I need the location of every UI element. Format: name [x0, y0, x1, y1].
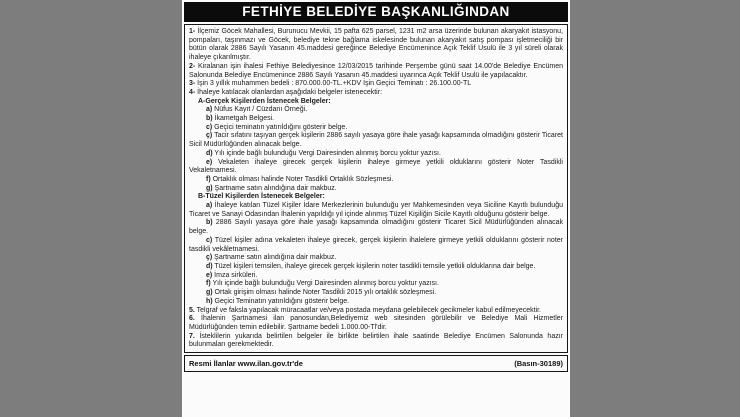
section-a-heading: A-Gerçek Kişilerden İstenecek Belgeler: [198, 97, 331, 105]
section-a-item-e: e) Vekaleten ihaleye girecek gerçek kişilerin ihaleye girmeye yetkili olduklarını gösterir Noter Tasdikli Vekaletnamesi. [189, 158, 563, 175]
section-b-item-e: e) İmza sirküleri. [206, 271, 258, 279]
press-number: (Basın-30189) [514, 359, 563, 369]
clause-6: 6. İhalenin Şartnamesi ilan panosundan,Belediyemiz web sitesinden görülebilir ve Belediye Mali Hizmetler Müdürlüğünden temin edilebilir. Şartname bedeli 1.000.00-Tl'dir. [189, 315, 563, 331]
section-a-item-f: f) Ortaklık olması halinde Noter Tasdikli Ortaklık Sözleşmesi. [206, 175, 394, 183]
announcement-footer [184, 355, 568, 372]
section-b-item-b: b) 2886 Sayılı yasaya göre ihale yasağı kapsamında olmadığını gösterir Ticaret Sicil Müdürlüğünden alınacak belge. [189, 219, 563, 236]
announcement-title: FETHİYE BELEDİYE BAŞKANLIĞINDAN [184, 2, 568, 22]
announcement-page [182, 0, 570, 417]
section-b-item-cc: ç) Şartname satın alındığına dair makbuz. [206, 254, 337, 262]
clause-2: 2- Kiralanan işin ihalesi Fethiye Belediyesince 12/03/2015 tarihinde Perşembe günü saat 14.00'de Belediye Encümen Salonunda Belediye Encümenince 2886 Sayılı Yasanın 45.maddesi uyarınca Açık Teklif Usulü ile yapılacaktır. [189, 62, 563, 79]
clause-1: 1- İlçemiz Göcek Mahallesi, Burunucu Mevkii, 15 pafta 625 parsel, 1231 m2 arsa üzerinde bulunan akaryakıt istasyonu, pompaları, taşınmazı ve Göcek, belediye tekne bağlama iskelesinde bulunan akaryakıt satış pompası işletmeciliği bir bütün olarak 2886 Sayılı Yasanın 45.maddesi gereğince Belediye Encümenince Açık Teklif Usulü ile 3 yıl süreli olarak ihaleye çıkarılmıştır. [189, 28, 563, 62]
section-a-item-g: g) Şartname satın alındığına dair makbuz. [206, 184, 337, 192]
section-a-item-d: d) Yılı içinde bağlı bulunduğu Vergi Dairesinden alınmış borcu yoktur yazısı. [206, 149, 441, 157]
official-ads-label: Resmi İlanlar www.ilan.gov.tr'de [189, 359, 303, 369]
section-a-item-a: a) Nüfus Kayıt / Cüzdanı Örneği. [206, 106, 308, 114]
section-a-item-cc: ç) Tacir sıfatını taşıyan gerçek kişilerin 2886 sayılı yasaya göre ihale yasağı kapsamında olmadığını gösterir Ticaret Sicil Müdürlüğünden alınacak belge. [189, 132, 563, 149]
clause-3: 3- İşin 3 yıllık muhammen bedeli : 870.000.00-TL.+KDV İşin Geçici Teminatı : 26.100.00-TL [189, 80, 472, 88]
section-b-heading: B-Tüzel Kişilerden İstenecek Belgeler: [198, 193, 325, 201]
section-b-item-h: h) Geçici Teminatın yatırıldığını gösterir belge. [206, 297, 350, 305]
clause-7: 7. İsteklilerin yukarıda belirtilen belgeler ile birlikte belirtilen ihale saatinde Belediye Encümen Salonunda hazır bulunmaları gerekmektedir. [189, 332, 563, 349]
section-b-item-g: g) Ortak girişim olması halinde Noter Tasdikli 2015 yılı ortaklık sözleşmesi. [206, 289, 437, 297]
section-b-item-c: c) Tüzel kişiler adına vekaleten ihaleye girecek, gerçek kişilerin ihalelere girmeye yetkili olduklarını gösterir noter tasdikli vekâletnamesi. [189, 236, 563, 253]
section-a-item-b: b) İkametgah Belgesi. [206, 115, 275, 123]
section-b-item-a: a) İhaleye katılan Tüzel Kişiler İdare Merkezlerinin bulunduğu yer Mahkemesinden veya Siciline Kayıtlı bulunduğu Ticaret ve Sanayi Odasından İhalenin yapıldığı yıl içinde alınmış Tüzel Kişiliğin Sicile Kayıtlı olduğunu gösterir belge. [189, 202, 563, 218]
clause-4: 4- İhaleye katılacak olanlardan aşağıdaki belgeler istenecektir: [189, 88, 383, 96]
section-b-item-f: f) Yılı içinde bağlı bulunduğu Vergi Dairesinden alınmış borcu yoktur yazısı. [206, 280, 439, 288]
clause-5: 5. Telgraf ve faksla yapılacak müracaatlar ve/veya postada meydana gelebilecek gecikmeler kabul edilmeyecektir. [189, 306, 542, 314]
section-b-item-d: d) Tüzel kişileri temsilen, ihaleye girecek gerçek kişilerin noter tasdikli temsile yetkili olduklarına dair belge. [206, 262, 536, 270]
section-a-item-c: c) Geçici teminatın yatırıldığını gösterir belge. [206, 123, 348, 131]
announcement-body [184, 24, 568, 353]
